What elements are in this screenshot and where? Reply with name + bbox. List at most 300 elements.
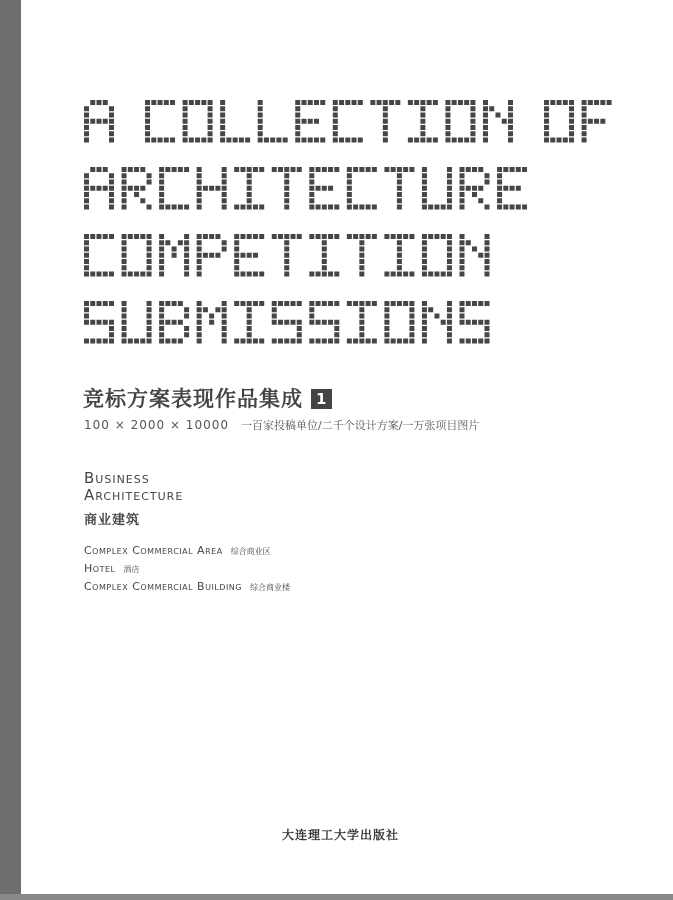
- title-dot: [372, 301, 377, 306]
- title-dot: [158, 138, 163, 143]
- title-dot: [347, 301, 352, 306]
- title-dot: [384, 320, 389, 325]
- title-dot: [165, 167, 170, 172]
- title-dot: [353, 167, 358, 172]
- title-dot: [165, 205, 170, 210]
- title-dot: [103, 100, 108, 105]
- title-dot: [508, 125, 513, 130]
- title-dot: [284, 180, 289, 185]
- title-dot: [497, 192, 502, 197]
- title-dot: [197, 332, 202, 337]
- title-dot: [234, 265, 239, 270]
- title-dot: [458, 138, 463, 143]
- title-dot: [384, 314, 389, 319]
- title-dot: [328, 205, 333, 210]
- title-dot: [328, 301, 333, 306]
- title-dot: [353, 301, 358, 306]
- title-dot: [420, 100, 425, 105]
- title-dot: [84, 240, 89, 245]
- title-dot: [309, 339, 314, 344]
- title-dot: [253, 253, 258, 258]
- title-dot: [159, 301, 164, 306]
- title-dot: [322, 339, 327, 344]
- title-dot: [84, 247, 89, 252]
- title-dot: [297, 234, 302, 239]
- category-item: [84, 560, 290, 578]
- title-dot: [384, 339, 389, 344]
- title-dot: [497, 173, 502, 178]
- title-dot: [183, 100, 188, 105]
- title-dot: [485, 173, 490, 178]
- title-dot: [84, 192, 89, 197]
- title-dot: [497, 205, 502, 210]
- title-dot: [334, 205, 339, 210]
- title-dot: [84, 205, 89, 210]
- title-dot: [90, 186, 95, 191]
- title-dot: [422, 186, 427, 191]
- title-dot: [297, 326, 302, 331]
- title-dot: [109, 301, 114, 306]
- title-dot: [147, 265, 152, 270]
- title-dot: [147, 247, 152, 252]
- title-dot: [588, 100, 593, 105]
- title-dot: [470, 125, 475, 130]
- title-dot: [222, 339, 227, 344]
- title-dot: [234, 339, 239, 344]
- title-dot: [272, 339, 277, 344]
- title-dot: [309, 314, 314, 319]
- title-dot: [159, 259, 164, 264]
- title-dot: [284, 253, 289, 258]
- title-dot: [441, 205, 446, 210]
- title-dot: [522, 167, 527, 172]
- title-dot: [485, 272, 490, 277]
- title-dot: [347, 198, 352, 203]
- title-dot: [272, 307, 277, 312]
- title-dot: [183, 131, 188, 136]
- title-dot: [84, 307, 89, 312]
- title-dot: [414, 100, 419, 105]
- title-dot: [460, 234, 465, 239]
- title-dot: [353, 205, 358, 210]
- title-dot: [184, 259, 189, 264]
- title-dot: [84, 234, 89, 239]
- title-dot: [600, 100, 605, 105]
- category-chinese: 酒店: [123, 565, 140, 574]
- title-dot: [422, 332, 427, 337]
- title-dot: [316, 167, 321, 172]
- title-dot: [284, 205, 289, 210]
- title-dot: [258, 125, 263, 130]
- title-dot: [347, 180, 352, 185]
- title-dot: [247, 272, 252, 277]
- title-dot: [347, 186, 352, 191]
- title-dot: [284, 320, 289, 325]
- title-dot: [259, 301, 264, 306]
- title-dot: [140, 339, 145, 344]
- title-dot: [422, 205, 427, 210]
- title-dot: [427, 138, 432, 143]
- title-dot: [495, 113, 500, 118]
- title-dot: [284, 186, 289, 191]
- title-dot: [247, 326, 252, 331]
- title-dot: [359, 326, 364, 331]
- title-dot: [485, 320, 490, 325]
- title-dot: [247, 301, 252, 306]
- title-dot: [109, 339, 114, 344]
- title-dot: [322, 247, 327, 252]
- title-dot: [197, 234, 202, 239]
- title-dot: [122, 253, 127, 258]
- title-dot: [460, 167, 465, 172]
- title-dot: [259, 272, 264, 277]
- title-dot: [409, 314, 414, 319]
- title-dot: [272, 314, 277, 319]
- title-dot: [195, 100, 200, 105]
- title-dot: [422, 173, 427, 178]
- title-dot: [90, 320, 95, 325]
- title-dot: [422, 247, 427, 252]
- title-dot: [245, 138, 250, 143]
- title-dot: [328, 167, 333, 172]
- title-dot: [409, 339, 414, 344]
- title-dot: [284, 247, 289, 252]
- title-dot: [109, 180, 114, 185]
- title-dot: [359, 240, 364, 245]
- title-dot: [460, 320, 465, 325]
- title-dot: [122, 180, 127, 185]
- title-dot: [151, 138, 156, 143]
- title-dot: [84, 138, 89, 143]
- title-dot: [433, 100, 438, 105]
- title-dot: [582, 138, 587, 143]
- title-dot: [84, 314, 89, 319]
- subject-english-line2: Architecture: [84, 486, 184, 504]
- title-dot: [259, 234, 264, 239]
- title-dot: [278, 339, 283, 344]
- title-dot: [253, 301, 258, 306]
- title-dot: [434, 272, 439, 277]
- title-dot: [458, 100, 463, 105]
- title-dot: [109, 113, 114, 118]
- title-dot: [408, 138, 413, 143]
- title-dot: [122, 198, 127, 203]
- page-edge-shadow: [0, 894, 673, 900]
- title-dot: [159, 332, 164, 337]
- title-dot: [516, 167, 521, 172]
- title-dot: [197, 180, 202, 185]
- title-dot: [441, 234, 446, 239]
- title-dot: [272, 320, 277, 325]
- title-dot: [122, 240, 127, 245]
- title-dot: [569, 100, 574, 105]
- title-dot: [409, 307, 414, 312]
- title-dot: [109, 186, 114, 191]
- title-dot: [159, 272, 164, 277]
- title-dot: [170, 138, 175, 143]
- title-dot: [222, 167, 227, 172]
- title-dot: [247, 307, 252, 312]
- title-dot: [339, 100, 344, 105]
- chinese-title-text: 竞标方案表现作品集成: [83, 387, 303, 411]
- title-dot: [359, 339, 364, 344]
- title-dot: [353, 339, 358, 344]
- title-dot: [172, 205, 177, 210]
- title-dot: [409, 332, 414, 337]
- title-dot: [258, 113, 263, 118]
- title-dot: [460, 259, 465, 264]
- title-dot: [147, 339, 152, 344]
- title-dot: [147, 205, 152, 210]
- title-dot: [483, 119, 488, 124]
- title-dot: [159, 173, 164, 178]
- title-dot: [470, 131, 475, 136]
- title-dot: [447, 332, 452, 337]
- title-dot: [84, 272, 89, 277]
- title-dot: [372, 205, 377, 210]
- title-dot: [189, 138, 194, 143]
- title-dot: [140, 186, 145, 191]
- title-dot: [607, 100, 612, 105]
- title-dot: [428, 205, 433, 210]
- title-dot: [445, 119, 450, 124]
- title-dot: [347, 173, 352, 178]
- title-dot: [308, 138, 313, 143]
- title-dot: [151, 100, 156, 105]
- title-dot: [422, 326, 427, 331]
- title-dot: [447, 173, 452, 178]
- title-dot: [247, 173, 252, 178]
- title-dot: [258, 119, 263, 124]
- title-dot: [222, 332, 227, 337]
- title-dot: [122, 167, 127, 172]
- title-dot: [409, 320, 414, 325]
- title-dot: [128, 272, 133, 277]
- title-dot: [447, 314, 452, 319]
- title-dot: [445, 100, 450, 105]
- title-dot: [134, 272, 139, 277]
- title-dot: [497, 167, 502, 172]
- title-dot: [309, 307, 314, 312]
- title-dot: [309, 173, 314, 178]
- title-dot: [472, 167, 477, 172]
- title-dot: [197, 167, 202, 172]
- title-dot: [140, 234, 145, 239]
- title-dot: [582, 100, 587, 105]
- title-dot: [203, 234, 208, 239]
- title-dot: [147, 314, 152, 319]
- title-dot: [184, 272, 189, 277]
- title-dot: [472, 192, 477, 197]
- title-dot: [109, 320, 114, 325]
- title-dot: [314, 119, 319, 124]
- title-dot: [460, 301, 465, 306]
- title-dot: [409, 167, 414, 172]
- title-dot: [284, 240, 289, 245]
- title-dot: [422, 167, 427, 172]
- title-dot: [544, 131, 549, 136]
- title-dot: [516, 186, 521, 191]
- title-dot: [314, 138, 319, 143]
- title-dot: [208, 106, 213, 111]
- title-dot: [172, 167, 177, 172]
- title-dot: [428, 307, 433, 312]
- title-dot: [322, 320, 327, 325]
- title-dot: [159, 198, 164, 203]
- title-dot: [359, 314, 364, 319]
- title-dot: [159, 186, 164, 191]
- title-dot: [409, 272, 414, 277]
- title-dot: [97, 100, 102, 105]
- title-dot: [178, 339, 183, 344]
- title-dot: [472, 186, 477, 191]
- title-dot: [297, 301, 302, 306]
- title-dot: [122, 265, 127, 270]
- title-dot: [460, 192, 465, 197]
- title-dot: [347, 205, 352, 210]
- title-dot: [308, 100, 313, 105]
- title-dot: [84, 131, 89, 136]
- title-dot: [497, 186, 502, 191]
- title-dot: [183, 106, 188, 111]
- title-dot: [234, 301, 239, 306]
- title-dot: [84, 119, 89, 124]
- title-dot: [478, 198, 483, 203]
- title-dot: [316, 234, 321, 239]
- title-dot: [240, 253, 245, 258]
- title-dot: [84, 265, 89, 270]
- title-dot: [447, 253, 452, 258]
- title-dot: [366, 234, 371, 239]
- title-dot: [234, 234, 239, 239]
- title-dot: [316, 205, 321, 210]
- title-dot: [84, 253, 89, 258]
- title-dot: [445, 113, 450, 118]
- title-dot: [478, 301, 483, 306]
- category-list: [84, 542, 290, 596]
- title-dot: [220, 113, 225, 118]
- title-dot: [164, 100, 169, 105]
- title-dot: [383, 138, 388, 143]
- title-dot: [345, 138, 350, 143]
- title-dot: [189, 100, 194, 105]
- title-dot: [145, 113, 150, 118]
- title-dot: [278, 301, 283, 306]
- title-dot: [197, 205, 202, 210]
- title-dot: [359, 234, 364, 239]
- title-dot: [183, 119, 188, 124]
- title-dot: [320, 138, 325, 143]
- title-dot: [447, 240, 452, 245]
- title-dot: [165, 240, 170, 245]
- title-dot: [103, 119, 108, 124]
- title-dot: [485, 205, 490, 210]
- title-dot: [497, 180, 502, 185]
- title-dot: [84, 186, 89, 191]
- title-dot: [353, 234, 358, 239]
- title-dot: [489, 106, 494, 111]
- title-dot: [478, 186, 483, 191]
- title-dot: [84, 301, 89, 306]
- title-dot: [569, 106, 574, 111]
- title-dot: [122, 186, 127, 191]
- title-dot: [414, 138, 419, 143]
- title-dot: [372, 234, 377, 239]
- title-dot: [441, 272, 446, 277]
- title-dot: [147, 234, 152, 239]
- title-dot: [222, 301, 227, 306]
- title-line: [84, 167, 527, 210]
- title-dot: [90, 167, 95, 172]
- title-dot: [159, 265, 164, 270]
- title-dot: [128, 234, 133, 239]
- title-line: [84, 234, 490, 277]
- title-dot: [109, 205, 114, 210]
- title-dot: [259, 339, 264, 344]
- title-dot: [359, 247, 364, 252]
- title-dot: [316, 272, 321, 277]
- title-dot: [278, 320, 283, 325]
- title-dot: [222, 186, 227, 191]
- title-dot: [215, 307, 220, 312]
- title-dot: [383, 131, 388, 136]
- title-dot: [563, 100, 568, 105]
- title-dot: [291, 320, 296, 325]
- title-dot: [90, 234, 95, 239]
- title-dot: [366, 167, 371, 172]
- title-dot: [372, 339, 377, 344]
- title-dot: [563, 138, 568, 143]
- title-dot: [147, 320, 152, 325]
- title-dot: [466, 167, 471, 172]
- title-dot: [97, 186, 102, 191]
- title-dot: [90, 301, 95, 306]
- title-dot: [403, 234, 408, 239]
- title-dot: [128, 339, 133, 344]
- title-dot: [422, 198, 427, 203]
- title-dot: [147, 307, 152, 312]
- title-dot: [208, 131, 213, 136]
- title-dot: [247, 192, 252, 197]
- title-dot: [397, 192, 402, 197]
- title-dot: [460, 253, 465, 258]
- title-dot: [184, 253, 189, 258]
- title-dot: [502, 119, 507, 124]
- title-dot: [201, 100, 206, 105]
- title-dot: [322, 240, 327, 245]
- title-dot: [582, 106, 587, 111]
- title-dot: [359, 307, 364, 312]
- title-dot: [272, 167, 277, 172]
- title-dot: [600, 119, 605, 124]
- title-dot: [316, 301, 321, 306]
- title-dot: [339, 138, 344, 143]
- title-dot: [359, 259, 364, 264]
- title-dot: [209, 253, 214, 258]
- title-dot: [247, 205, 252, 210]
- title-dot: [544, 125, 549, 130]
- title-dot: [284, 301, 289, 306]
- title-dot: [145, 125, 150, 130]
- title-dot: [209, 234, 214, 239]
- title-dot: [259, 167, 264, 172]
- title-dot: [84, 339, 89, 344]
- title-dot: [328, 320, 333, 325]
- title-dot: [422, 259, 427, 264]
- title-dot: [240, 205, 245, 210]
- title-dot: [397, 234, 402, 239]
- title-dot: [122, 272, 127, 277]
